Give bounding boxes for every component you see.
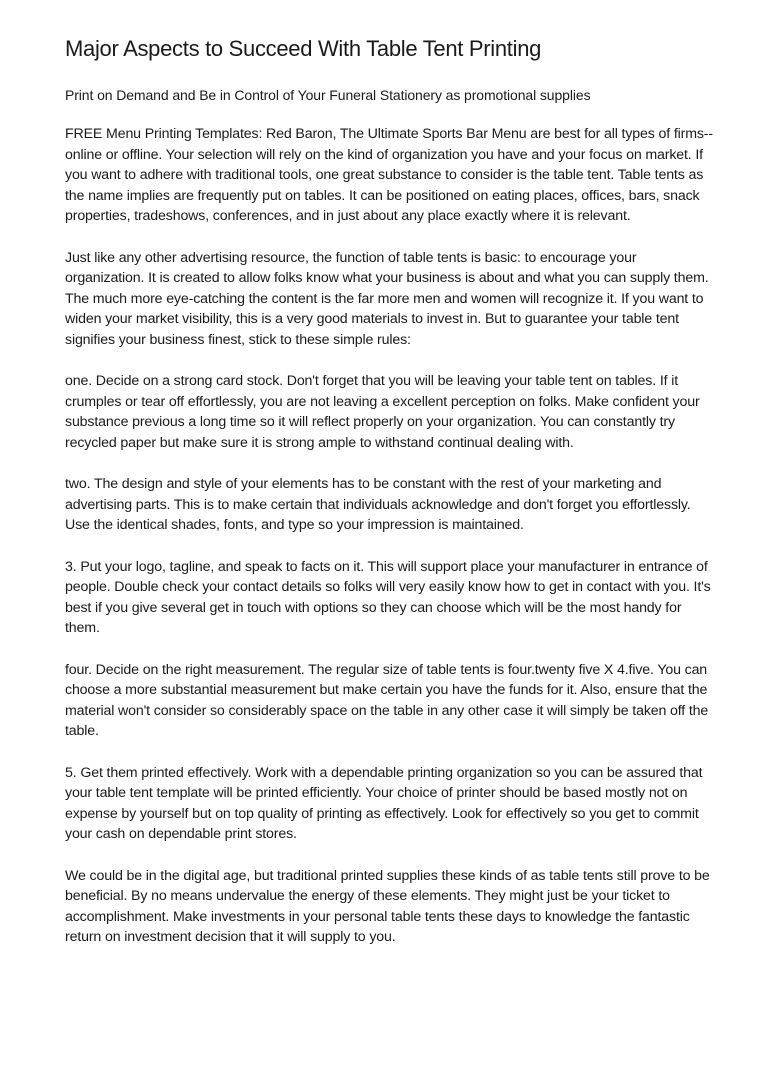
document-title: Major Aspects to Succeed With Table Tent Printing [65,36,542,61]
paragraph-conclusion: We could be in the digital age, but traditional printed supplies these kinds of as table tents still prove to be beneficial. By no means undervalue the energy of these elements. They might just be your ticket to accomplishment. Make investments in your personal table tents these days to knowledge the fantastic return on investment decision that it will supply to you. [65,867,710,945]
paragraph-rule-two: two. The design and style of your elements has to be constant with the rest of your marketing and advertising parts. This is to make certain that individuals acknowledge and don't forget you effortlessly. Use the identical shades, fonts, and type so your impression is maintained. [65,476,691,533]
document-page [65,34,715,969]
paragraph-function: Just like any other advertising resource, the function of table tents is basic: to encourage your organization. It is created to allow folks know what your business is about and what you can supply them. The much more eye-catching the content is the far more men and women will recognize it. If you want to widen your market visibility, this is a very good materials to invest in. But to guarantee your table tent signifies your business finest, stick to these simple rules: [65,249,709,348]
paragraph-rule-one: one. Decide on a strong card stock. Don't forget that you will be leaving your table tent on tables. If it crumples or tear off effortlessly, you are not leaving a excellent perception on folks. Make confident your substance previous a long time so it will reflect properly on your organization. You can constantly try recycled paper but make sure it is strong ample to withstand continual dealing with. [65,373,700,451]
document-subtitle: Print on Demand and Be in Control of Your Funeral Stationery as promotional supplies [65,87,591,103]
paragraph-rule-three: 3. Put your logo, tagline, and speak to facts on it. This will support place your manufacturer in entrance of people. Double check your contact details so folks will very easily know how to get in contact with you. It's best if you give several get in touch with options so they can choose which will be the most handy for them. [65,558,711,636]
paragraph-rule-four: four. Decide on the right measurement. The regular size of table tents is four.twenty five X 4.five. You can choose a more substantial measurement but make certain you have the funds for it. Also, ensure that the material won't consider so considerably space on the table in any other case it will simply be taken off the table. [65,661,709,739]
paragraph-intro: FREE Menu Printing Templates: Red Baron, The Ultimate Sports Bar Menu are best for all types of firms--online or offline. Your selection will rely on the kind of organization you have and your focus on market. If you want to adhere with traditional tools, one great substance to consider is the table tent. Table tents as the name implies are frequently put on tables. It can be positioned on eating places, offices, bars, snack properties, tradeshows, conferences, and in just about any place exactly where it is relevant. [65,126,713,224]
paragraph-rule-five: 5. Get them printed effectively. Work with a dependable printing organization so you can be assured that your table tent template will be printed efficiently. Your choice of printer should be based mostly not on expense by yourself but on top quality of printing as effectively. Look for effectively so you get to commit your cash on dependable print stores. [65,764,703,842]
